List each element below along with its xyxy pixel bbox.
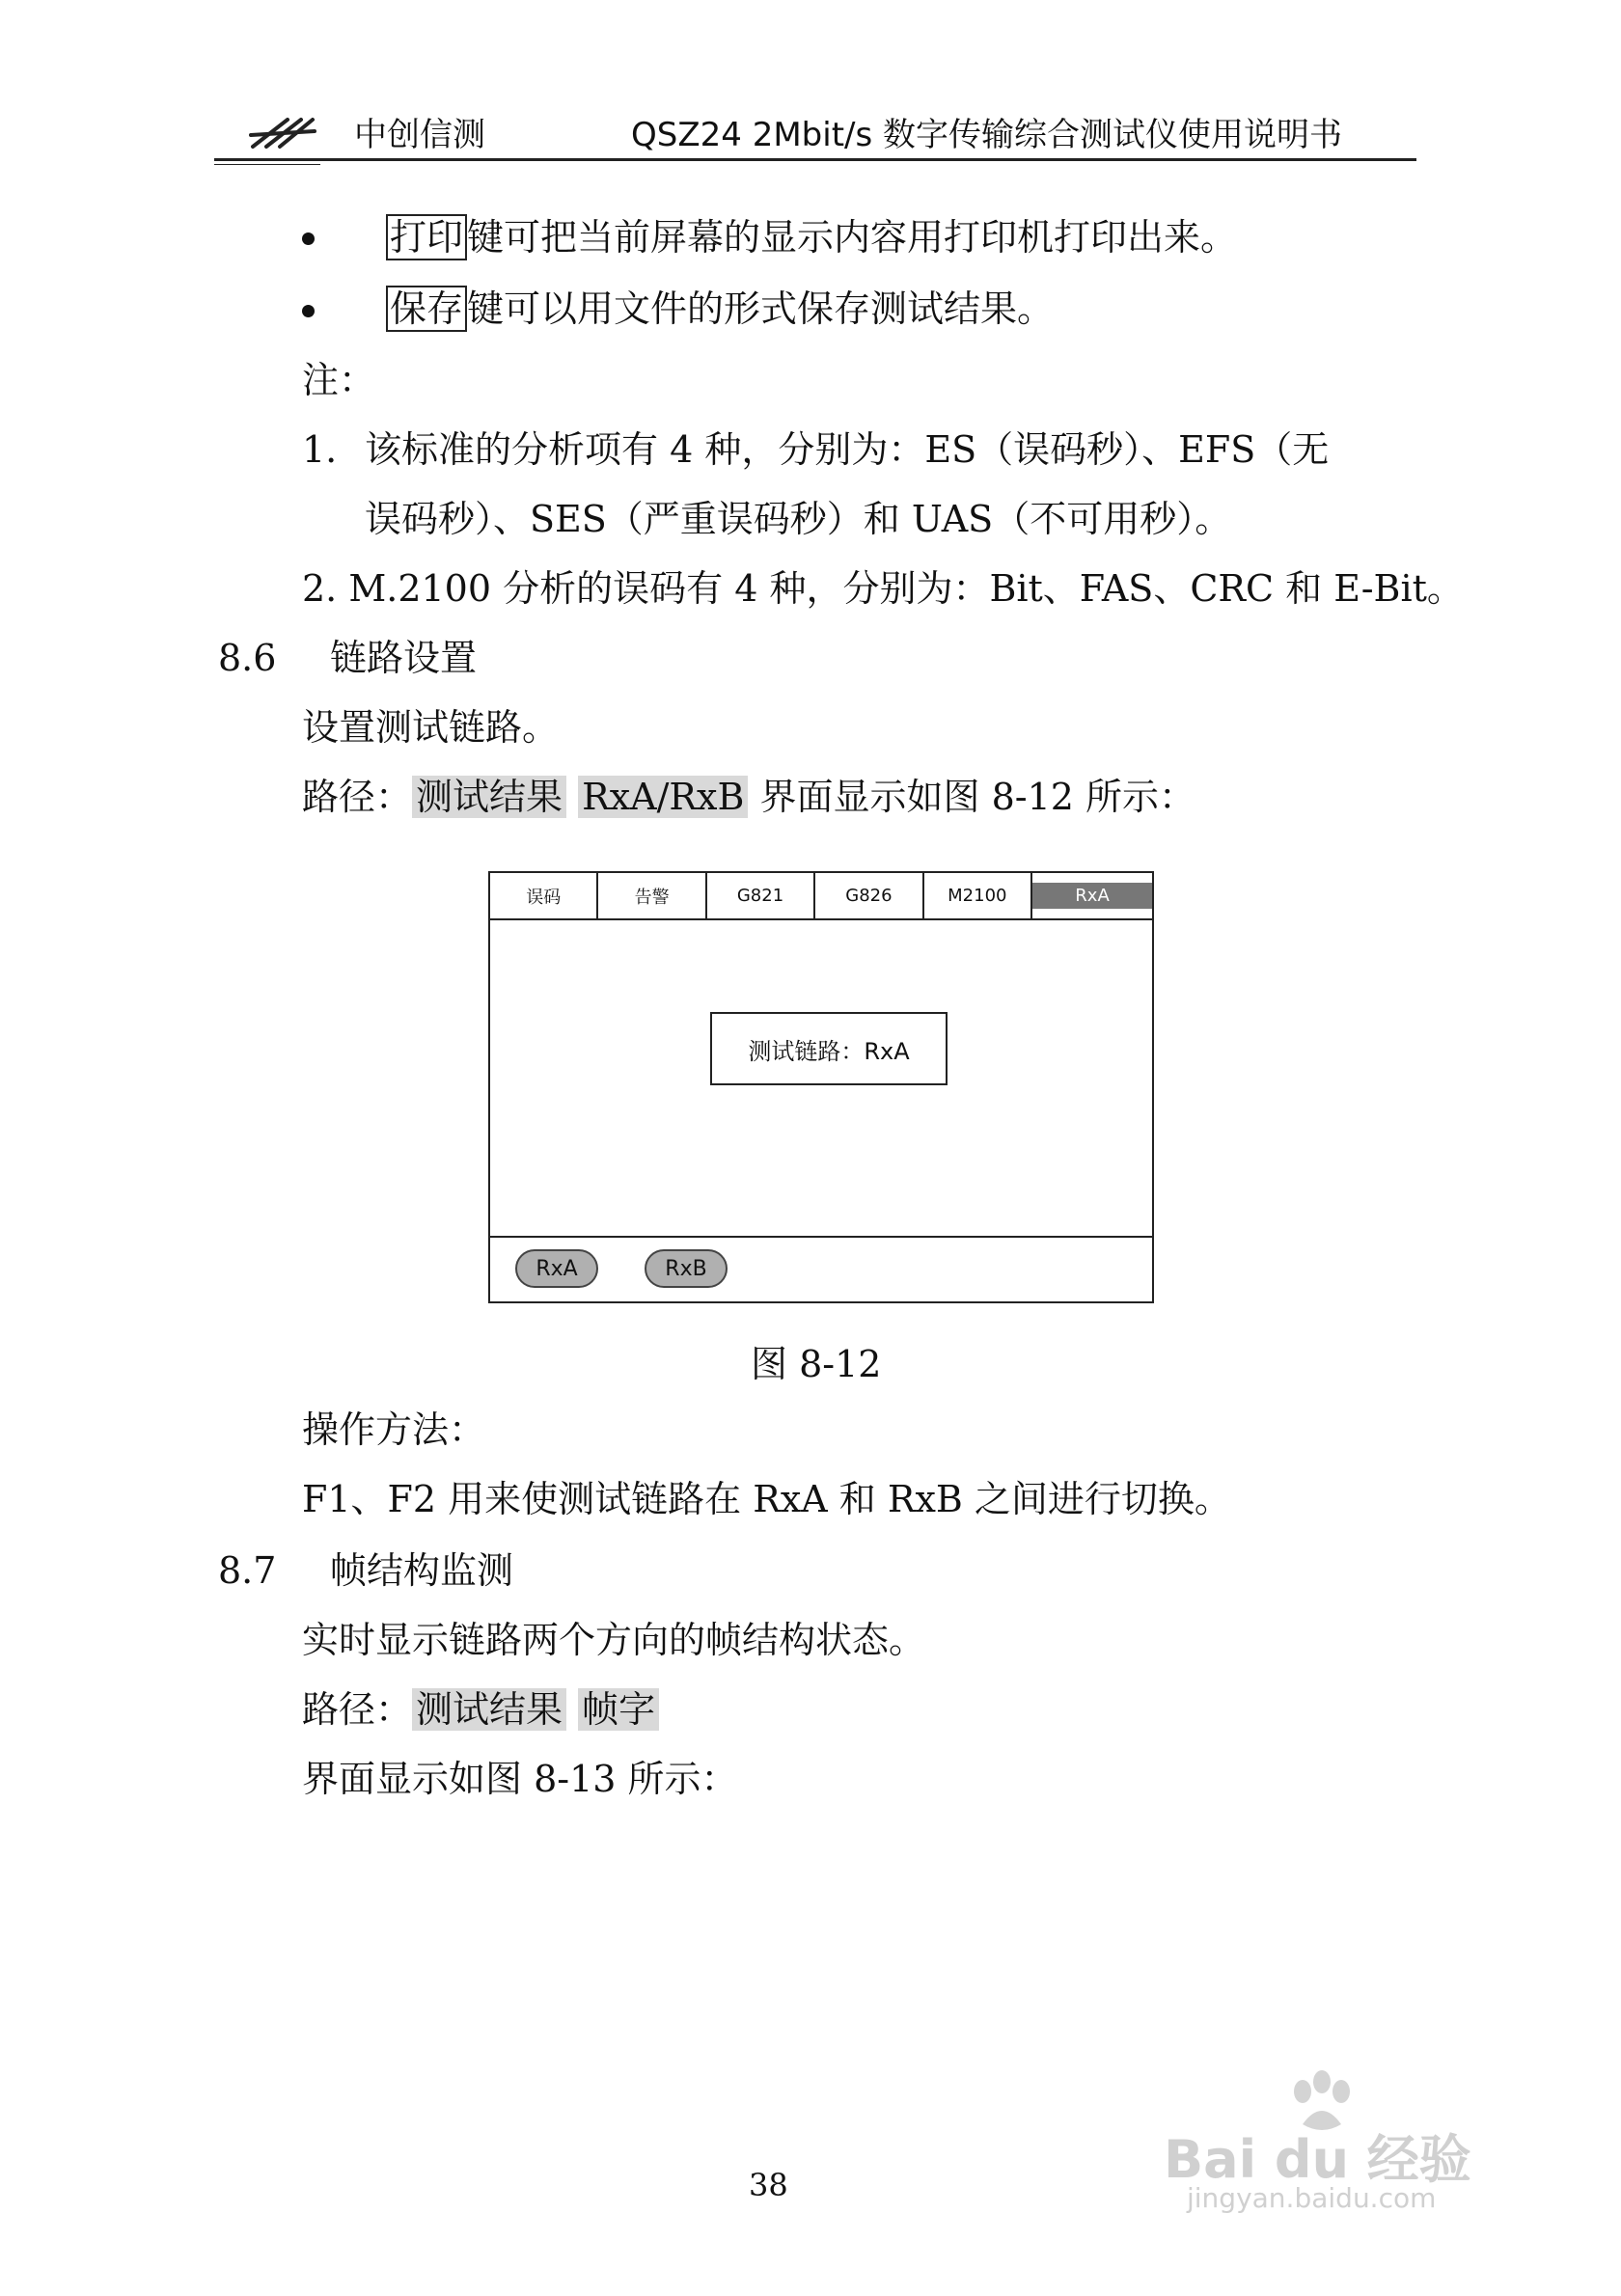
watermark-brand: Bai du 经验	[1164, 2129, 1471, 2190]
operation-text: F1、F2 用来使测试链路在 RxA 和 RxB 之间进行切换。	[302, 1478, 1231, 1520]
header-company: 中创信测	[354, 116, 485, 154]
test-link-message: 测试链路：RxA	[710, 1012, 948, 1085]
path-test-results: 测试结果	[412, 776, 566, 818]
bullet-dot	[302, 305, 315, 317]
section-8-6-path	[302, 774, 1195, 820]
path-test-results: 测试结果	[412, 1688, 566, 1731]
save-key: 保存	[386, 286, 467, 332]
note1-line1: 该标准的分析项有 4 种，分别为：ES（误码秒）、EFS（无	[365, 428, 1330, 471]
figure-8-12	[488, 871, 1154, 1303]
section-8-6-title: 链路设置	[330, 637, 478, 679]
operation-label: 操作方法：	[302, 1408, 486, 1451]
rxb-button[interactable]: RxB	[645, 1249, 728, 1288]
print-key: 打印	[386, 214, 467, 260]
logo	[249, 114, 316, 156]
tab-bar	[490, 873, 1152, 920]
path-frame-word: 帧字	[578, 1688, 659, 1731]
bullet-print-text: 键可把当前屏幕的显示内容用打印机打印出来。	[467, 216, 1238, 259]
figure-caption: 图 8-12	[751, 1343, 882, 1385]
tab-g821[interactable]: G821	[707, 873, 815, 918]
note2: 2. M.2100 分析的误码有 4 种，分别为：Bit、FAS、CRC 和 E-Bit。	[302, 567, 1464, 610]
section-8-7-number: 8.7	[218, 1549, 277, 1592]
header-rule-accent	[214, 164, 320, 165]
path-label: 路径：	[302, 1688, 413, 1731]
note1-number: 1.	[302, 428, 338, 471]
watermark-url: jingyan.baidu.com	[1187, 2182, 1437, 2214]
tab-errors[interactable]: 误码	[490, 873, 598, 918]
bullet-save	[386, 286, 1054, 332]
path-suffix: 界面显示如图 8-12 所示：	[759, 776, 1196, 818]
note1-line2: 误码秒）、SES（严重误码秒）和 UAS（不可用秒）。	[365, 498, 1232, 540]
section-8-7-title: 帧结构监测	[330, 1549, 514, 1592]
page-number: 38	[749, 2167, 788, 2203]
path-label: 路径：	[302, 776, 413, 818]
note-label: 注：	[302, 359, 376, 401]
tab-alarms[interactable]: 告警	[598, 873, 706, 918]
watermark	[1129, 2064, 1534, 2219]
rxa-button[interactable]: RxA	[515, 1249, 598, 1288]
header-rule	[214, 158, 1416, 161]
path-rxa-rxb: RxA/RxB	[578, 776, 748, 818]
section-8-7-desc: 实时显示链路两个方向的帧结构状态。	[302, 1619, 926, 1661]
section-8-6-number: 8.6	[218, 637, 277, 679]
section-8-7-path	[302, 1686, 659, 1733]
header-title: QSZ24 2Mbit/s 数字传输综合测试仪使用说明书	[631, 116, 1343, 154]
bullet-dot	[302, 232, 315, 245]
tab-g826[interactable]: G826	[815, 873, 923, 918]
section-8-6-desc: 设置测试链路。	[302, 706, 560, 749]
button-bar	[490, 1236, 1152, 1301]
section-8-7-suffix: 界面显示如图 8-13 所示：	[302, 1758, 738, 1800]
tab-m2100[interactable]: M2100	[924, 873, 1032, 918]
bullet-print	[386, 214, 1237, 260]
tab-rxa[interactable]: RxA	[1032, 873, 1152, 918]
bullet-save-text: 键可以用文件的形式保存测试结果。	[467, 287, 1055, 330]
